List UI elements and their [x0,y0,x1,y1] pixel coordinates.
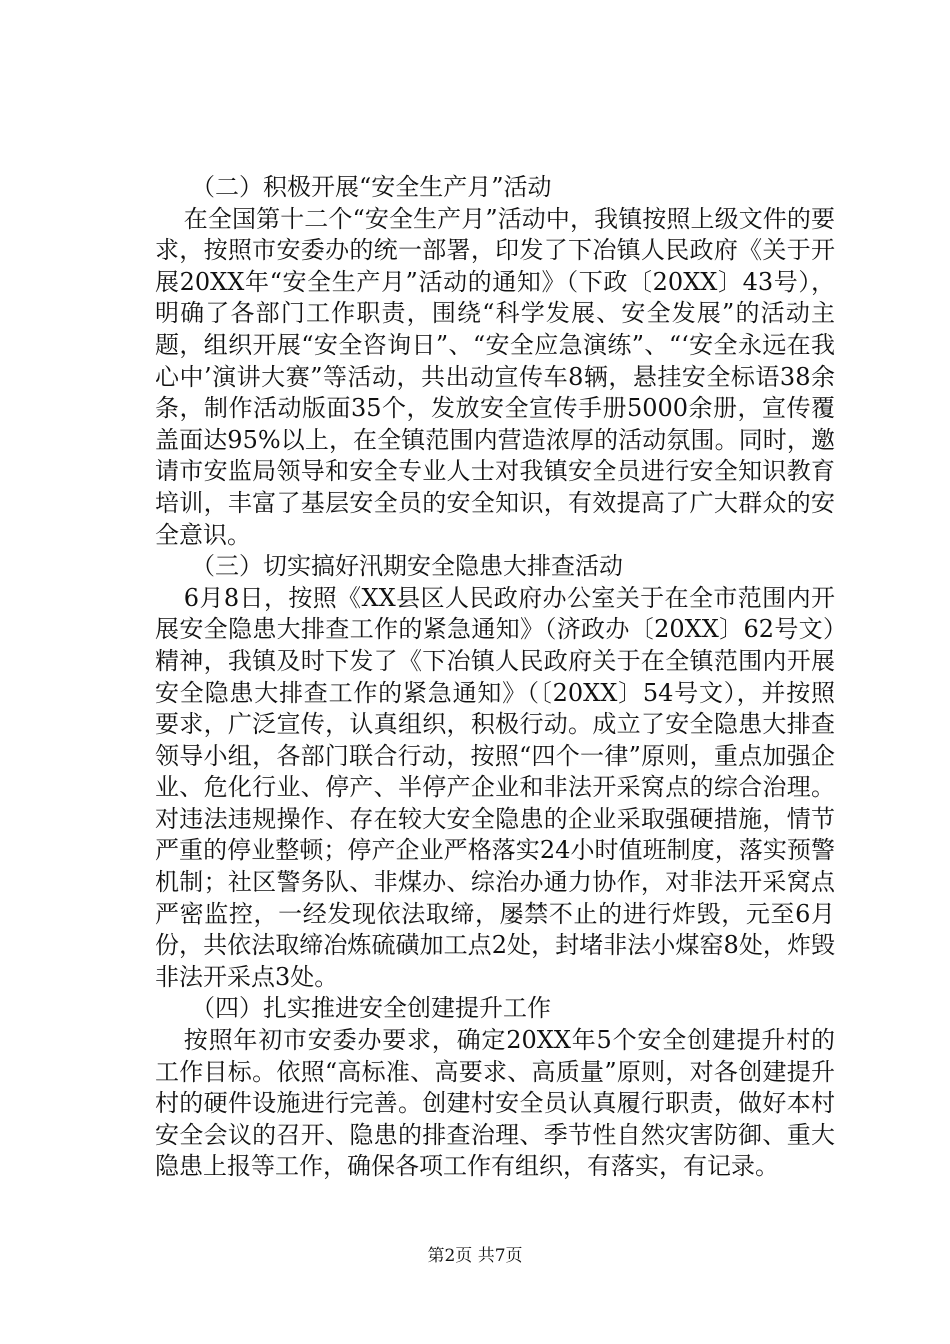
section-paragraph-2: 在全国第十二个“安全生产月”活动中，我镇按照上级文件的要求，按照市安委办的统一部署，印发了下冶镇人民政府《关于开展20XX年“安全生产月”活动的通知》（下政〔20XX〕43号），明确了各部门工作职责，围绕“科学发展、安全发展”的活动主题，组织开展“安全咨询日”、“安全应急演练”、“‘安全永远在我心中’演讲大赛”等活动，共出动宣传车8辆，悬挂安全标语38余条，制作活动版面35个，发放安全宣传手册5000余册，宣传覆盖面达95%以上，在全镇范围内营造浓厚的活动氛围。同时，邀请市安监局领导和安全专业人士对我镇安全员进行安全知识教育培训，丰富了基层安全员的安全知识，有效提高了广大群众的安全意识。 [155,204,835,549]
section-heading-3: （三）切实搞好汛期安全隐患大排查活动 [191,552,623,581]
section-paragraph-4: 按照年初市安委办要求，确定20XX年5个安全创建提升村的工作目标。依照“高标准、高要求、高质量”原则，对各创建提升村的硬件设施进行完善。创建村安全员认真履行职责，做好本村安全会议的召开、隐患的排查治理、季节性自然灾害防御、重大隐患上报等工作，确保各项工作有组织，有落实，有记录。 [155,1026,835,1181]
section-heading-4: （四）扎实推进安全创建提升工作 [191,994,551,1023]
section-heading-2: （二）积极开展“安全生产月”活动 [191,173,552,201]
section-paragraph-3: 6月8日，按照《XX县区人民政府办公室关于在全市范围内开展安全隐患大排查工作的紧急通知》（济政办〔20XX〕62号文）精神，我镇及时下发了《下冶镇人民政府关于在全镇范围内开展安全隐患大排查工作的紧急通知》（〔20XX〕54号文），并按照要求，广泛宣传，认真组织，积极行动。成立了安全隐患大排查领导小组，各部门联合行动，按照“四个一律”原则，重点加强企业、危化行业、停产、半停产企业和非法开采窝点的综合治理。对违法违规操作、存在较大安全隐患的企业采取强硬措施，情节严重的停业整顿；停产企业严格落实24小时值班制度，落实预警机制；社区警务队、非煤办、综治办通力协作，对非法开采窝点严密监控，一经发现依法取缔，屡禁不止的进行炸毁，元至6月份，共依法取缔冶炼硫磺加工点2处，封堵非法小煤窑8处，炸毁非法开采点3处。 [155,583,835,991]
page-footer: 第2页 共7页 [427,1246,523,1266]
document-body [155,172,835,1183]
